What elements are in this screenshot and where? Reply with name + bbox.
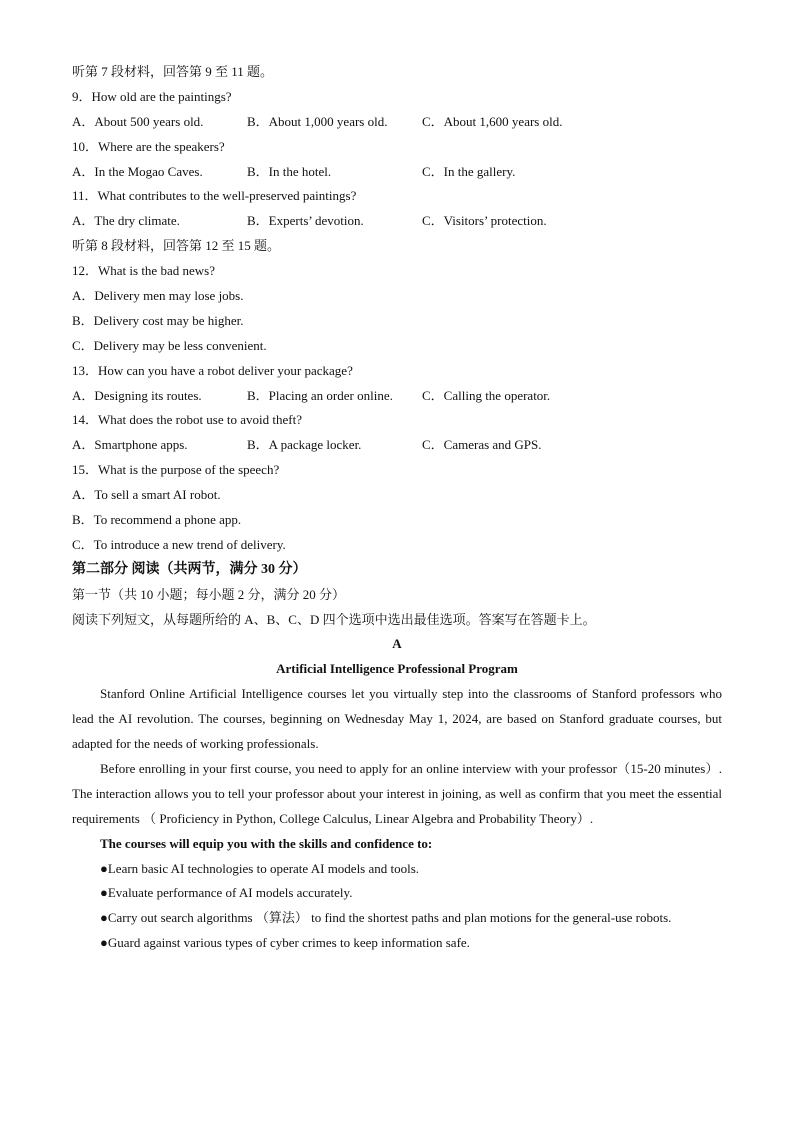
question-9: 9．How old are the paintings? xyxy=(72,88,232,104)
instructions: 阅读下列短文，从每题所给的 A、B、C、D 四个选项中选出最佳选项。答案写在答题卡上。 xyxy=(72,611,596,627)
question-10-options xyxy=(72,160,722,185)
question-13: 13．How can you have a robot deliver your package? xyxy=(72,362,353,378)
option-a: A．The dry climate. xyxy=(72,213,180,229)
question-14-options xyxy=(72,433,722,458)
option-a: A．About 500 years old. xyxy=(72,113,204,129)
option-c: C．In the gallery. xyxy=(422,163,516,179)
option-a: A．In the Mogao Caves. xyxy=(72,163,203,179)
question-12: 12．What is the bad news? xyxy=(72,263,215,279)
option-c: C．To introduce a new trend of delivery. xyxy=(72,536,286,552)
option-c: C．Delivery may be less convenient. xyxy=(72,337,267,353)
option-c: C．Visitors’ protection. xyxy=(422,213,547,229)
bullet-item: ●Learn basic AI technologies to operate AI models and tools. xyxy=(100,860,420,876)
part-title: 第二部分 阅读（共两节，满分 30 分） xyxy=(72,561,307,577)
option-b: B．In the hotel. xyxy=(247,163,332,179)
option-b: B．To recommend a phone app. xyxy=(72,512,242,528)
bullet-item: ●Carry out search algorithms （算法） to find the shortest paths and plan motions for the general-use robots. xyxy=(100,910,672,926)
option-a: A．To sell a smart AI robot. xyxy=(72,487,221,503)
passage-letter: A xyxy=(392,636,402,652)
bullet-item: ●Evaluate performance of AI models accurately. xyxy=(100,885,353,901)
listening-intro-7: 听第 7 段材料，回答第 9 至 11 题。 xyxy=(72,64,274,79)
paragraph-1: Stanford Online Artificial Intelligence courses let you virtually step into the classrooms of Stanford professors who lead the AI revolution. The courses, beginning on Wednesday May 1, 2024, are based on Stanford graduate courses, but adapted for the needs of working professionals. xyxy=(72,686,722,752)
option-a: A．Designing its routes. xyxy=(72,387,202,403)
exam-page xyxy=(72,60,722,956)
option-c: C．Calling the operator. xyxy=(422,387,551,403)
question-10: 10．Where are the speakers? xyxy=(72,138,225,154)
option-c: C．Cameras and GPS. xyxy=(422,437,542,453)
bullet-item: ●Guard against various types of cyber crimes to keep information safe. xyxy=(100,935,470,951)
question-13-options xyxy=(72,384,722,409)
option-b: B．Placing an order online. xyxy=(247,387,393,403)
question-9-options xyxy=(72,110,722,135)
option-c: C．About 1,600 years old. xyxy=(422,113,563,129)
skills-heading: The courses will equip you with the skills and confidence to: xyxy=(100,835,433,851)
option-a: A．Delivery men may lose jobs. xyxy=(72,288,244,304)
listening-intro-8: 听第 8 段材料，回答第 12 至 15 题。 xyxy=(72,238,281,254)
question-11: 11．What contributes to the well-preserved paintings? xyxy=(72,188,357,204)
paragraph-2: Before enrolling in your first course, you need to apply for an online interview with your professor（15-20 minutes）. The interaction allows you to tell your professor about your interest in joining, as well as confirm that you meet the essential requirements （ Proficiency in Python, College Calculus, Linear Algebra and Probability Theory）. xyxy=(72,760,722,826)
passage-title: Artificial Intelligence Professional Program xyxy=(276,661,518,677)
option-b: B．About 1,000 years old. xyxy=(247,113,388,129)
section-title: 第一节（共 10 小题；每小题 2 分，满分 20 分） xyxy=(72,586,346,602)
question-14: 14．What does the robot use to avoid theft? xyxy=(72,412,302,428)
option-b: B．A package locker. xyxy=(247,437,362,453)
question-15: 15．What is the purpose of the speech? xyxy=(72,462,280,478)
option-b: B．Experts’ devotion. xyxy=(247,213,364,229)
question-11-options xyxy=(72,209,722,234)
option-b: B．Delivery cost may be higher. xyxy=(72,312,244,328)
option-a: A．Smartphone apps. xyxy=(72,437,188,453)
